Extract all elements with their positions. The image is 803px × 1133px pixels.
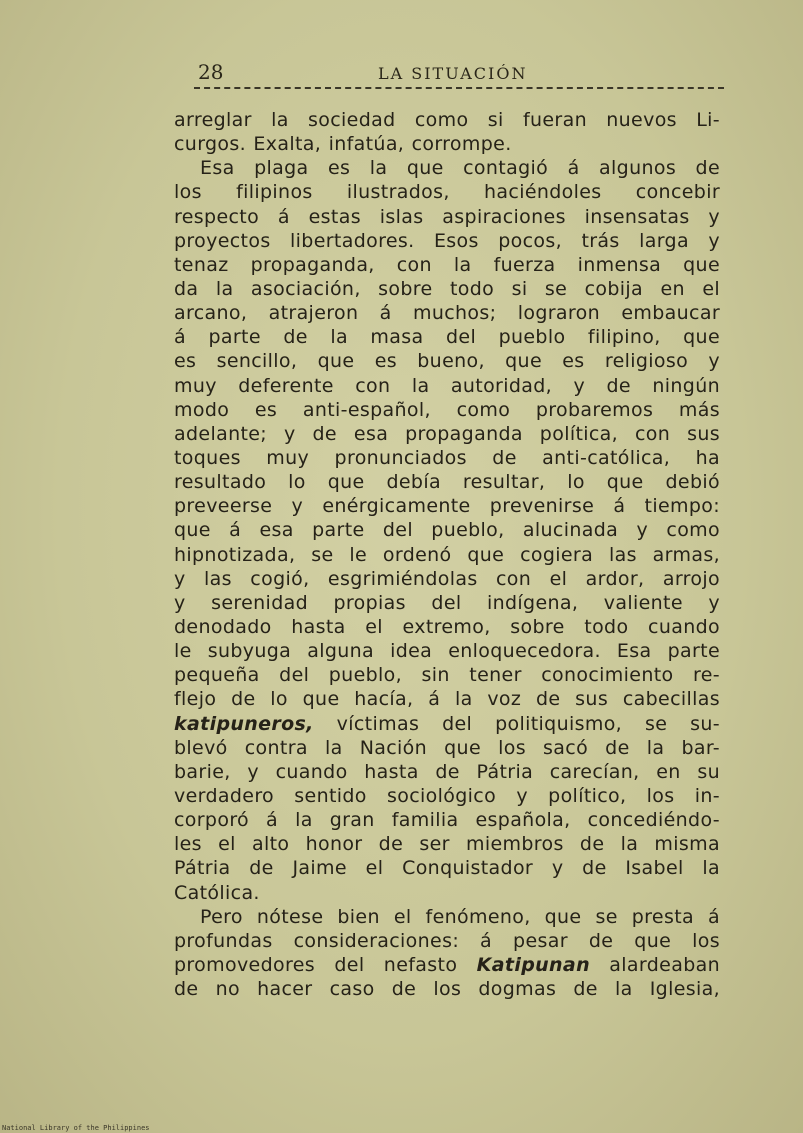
text-line: verdadero sentido sociológico y político, los in- [174,784,720,807]
italic-term: katipuneros, [174,712,314,735]
italic-term: Katipunan [476,953,590,976]
text-line: denodado hasta el extremo, sobre todo cuando [174,615,720,638]
footer-credit: National Library of the Philippines [2,1124,150,1132]
page-number: 28 [198,60,224,84]
header-rule [194,87,724,89]
text-line: preveerse y enérgicamente prevenirse á tiempo: [174,495,720,518]
running-title: LA SITUACIÓN [378,64,528,83]
page-header [176,60,724,90]
text-line: les el alto honor de ser miembros de la misma [174,833,720,856]
text-line: Pero nótese bien el fenómeno, que se presta á [200,905,720,928]
text-line: katipuneros, víctimas del politiquismo, se su- [174,712,720,735]
text-line: flejo de lo que hacía, á la voz de sus cabecillas [174,688,720,711]
text-line: Pátria de Jaime el Conquistador y de Isabel la [174,857,720,880]
text-line: hipnotizada, se le ordenó que cogiera las armas, [174,543,720,566]
text-line: blevó contra la Nación que los sacó de la bar- [174,736,720,759]
text-line: es sencillo, que es bueno, que es religioso y [174,350,720,373]
text-line: muy deferente con la autoridad, y de ningún [174,374,720,397]
text-line: pequeña del pueblo, sin tener conocimiento re- [174,664,720,687]
text-line: modo es anti-español, como probaremos más [174,398,720,421]
text-line: resultado lo que debía resultar, lo que debió [174,471,720,494]
text-line: toques muy pronunciados de anti-católica, ha [174,446,720,469]
text-line: respecto á estas islas aspiraciones insensatas y [174,205,720,228]
text-line: y serenidad propias del indígena, valiente y [174,591,720,614]
text-line: curgos. Exalta, infatúa, corrompe. [174,133,512,156]
text-line: profundas consideraciones: á pesar de que los [174,929,720,952]
text-line: corporó á la gran familia española, concediéndo- [174,809,720,832]
text-line: á parte de la masa del pueblo filipino, que [174,326,720,349]
text-line: adelante; y de esa propaganda política, con sus [174,422,720,445]
text-line: tenaz propaganda, con la fuerza inmensa que [174,253,720,276]
text-line: los filipinos ilustrados, haciéndoles concebir [174,181,720,204]
text-line: barie, y cuando hasta de Pátria carecían, en su [174,760,720,783]
text-line: de no hacer caso de los dogmas de la Iglesia, [174,978,720,1001]
text-line: arreglar la sociedad como si fueran nuevos Li- [174,109,720,131]
text-line: da la asociación, sobre todo si se cobija en el [174,277,720,300]
text-line: le subyuga alguna idea enloquecedora. Esa parte [174,640,720,663]
text-line: proyectos libertadores. Esos pocos, trás larga y [174,229,720,252]
text-line: arcano, atrajeron á muchos; lograron embaucar [174,302,720,325]
text-line: promovedores del nefasto Katipunan alardeaban [174,953,720,976]
text-line: Esa plaga es la que contagió á algunos de [200,157,720,180]
text-line: Católica. [174,881,260,904]
text-line: y las cogió, esgrimiéndolas con el ardor, arrojo [174,567,720,590]
text-line: que á esa parte del pueblo, alucinada y como [174,519,720,542]
body-text [174,108,720,1001]
